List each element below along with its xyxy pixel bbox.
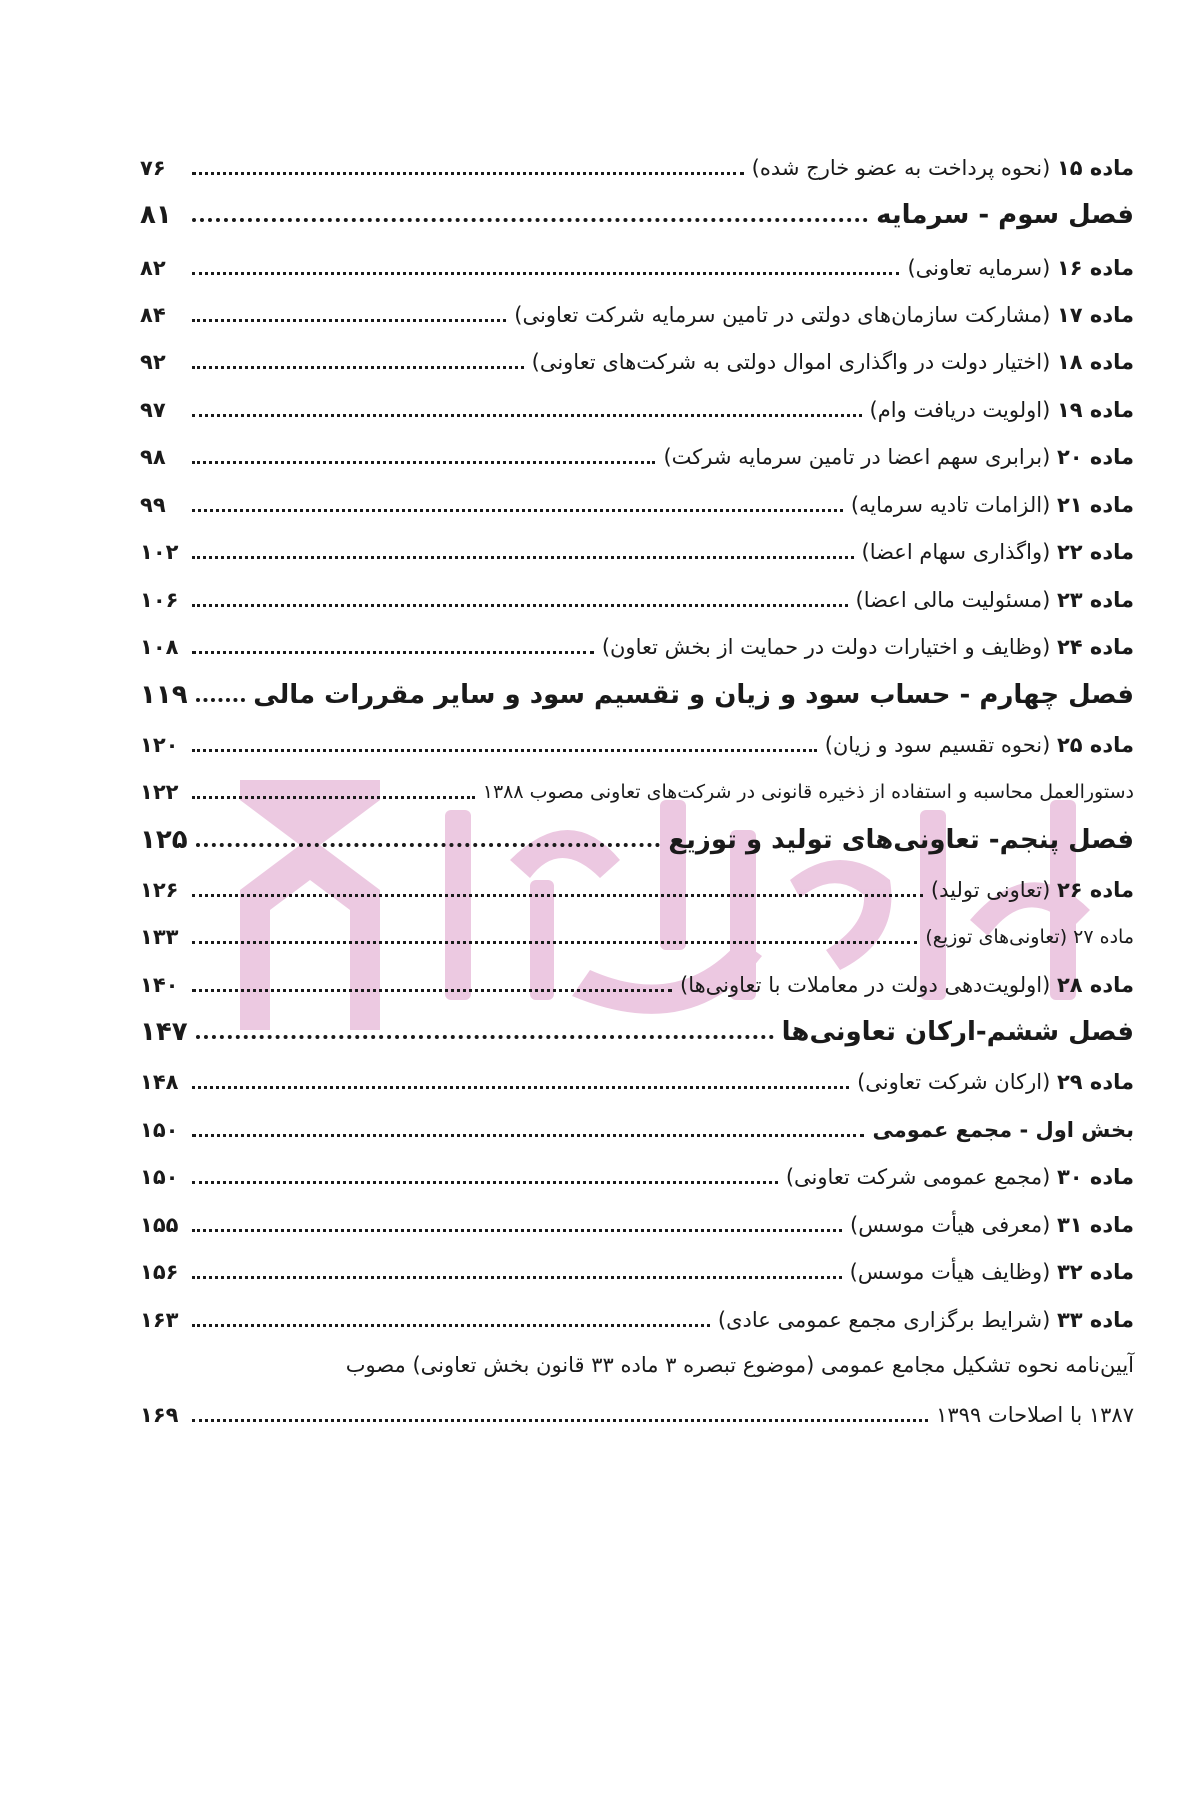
- page-number: ۱۵۰: [140, 1118, 179, 1142]
- toc-entry-label: ماده ۲۶ (تعاونی تولید): [930, 878, 1134, 902]
- toc-chapter[interactable]: [140, 670, 1134, 720]
- chapter-title: فصل پنجم- تعاونی‌های تولید و توزیع: [668, 825, 1134, 855]
- leader-dots: [192, 1181, 778, 1184]
- toc-entry-label: ماده ۲۰ (برابری سهم اعضا در تامین سرمایه شرکت): [663, 445, 1134, 469]
- leader-dots: [192, 941, 917, 944]
- toc-chapter[interactable]: [140, 815, 1134, 865]
- toc-entry-label: ماده ۲۸ (اولویت‌دهی دولت در معاملات با تعاونی‌ها): [680, 973, 1134, 997]
- page-number: ۱۲۵: [140, 825, 188, 855]
- toc-entry[interactable]: [140, 337, 1134, 387]
- toc-entry[interactable]: [140, 143, 1134, 193]
- toc-entry[interactable]: [140, 720, 1134, 770]
- toc-entry-multiline-second[interactable]: [140, 1392, 1134, 1438]
- toc-entry-label: آیین‌نامه نحوه تشکیل مجامع عمومی (موضوع تبصره ۳ ماده ۳۳ قانون بخش تعاونی) مصوب: [345, 1353, 1134, 1377]
- leader-dots: [192, 1229, 842, 1232]
- toc-entry[interactable]: [140, 527, 1134, 577]
- toc-chapter[interactable]: [140, 1007, 1134, 1057]
- toc-entry-label: ماده ۱۹ (اولویت دریافت وام): [869, 398, 1134, 422]
- toc-entry[interactable]: [140, 1152, 1134, 1202]
- toc-entry-label: ماده ۱۸ (اختیار دولت در واگذاری اموال دولتی به شرکت‌های تعاونی): [531, 350, 1134, 374]
- leader-dots: [192, 172, 744, 175]
- toc-entry-label: ماده ۱۶ (سرمایه تعاونی): [907, 256, 1134, 280]
- toc-entry-label: ماده ۲۹ (ارکان شرکت تعاونی): [857, 1070, 1134, 1094]
- leader-dots: [192, 272, 899, 275]
- leader-dots: [192, 218, 868, 222]
- toc-entry-label: ماده ۳۰ (مجمع عمومی شرکت تعاونی): [785, 1165, 1134, 1189]
- toc-entry-label: ماده ۲۱ (الزامات تادیه سرمایه): [850, 493, 1134, 517]
- toc-entry-label: ماده ۲۳ (مسئولیت مالی اعضا): [855, 588, 1134, 612]
- leader-dots: [192, 1134, 864, 1137]
- page-number: ۱۵۰: [140, 1165, 179, 1189]
- toc-entry[interactable]: [140, 1200, 1134, 1250]
- leader-dots: [196, 843, 661, 847]
- toc-entry[interactable]: [140, 960, 1134, 1010]
- leader-dots: [192, 989, 672, 992]
- leader-dots: [192, 1086, 849, 1089]
- page-number: ۱۰۸: [140, 635, 179, 659]
- page-number: ۸۱: [140, 200, 172, 230]
- chapter-title: فصل سوم - سرمایه: [876, 200, 1134, 230]
- toc-chapter[interactable]: [140, 190, 1134, 240]
- page-number: ۱۵۶: [140, 1260, 179, 1284]
- page-number: ۷۶: [140, 156, 166, 180]
- leader-dots: [192, 509, 843, 512]
- leader-dots: [192, 1419, 928, 1422]
- section-title: بخش اول - مجمع عمومی: [872, 1118, 1134, 1142]
- page-number: ۱۰۲: [140, 540, 179, 564]
- leader-dots: [196, 698, 246, 702]
- toc-section[interactable]: [140, 1105, 1134, 1155]
- toc-entry[interactable]: [140, 1247, 1134, 1297]
- page-number: ۱۲۰: [140, 733, 179, 757]
- toc-entry-label: ماده ۲۷ (تعاونی‌های توزیع): [925, 926, 1134, 948]
- page-number: ۱۴۰: [140, 973, 179, 997]
- leader-dots: [192, 749, 817, 752]
- toc-entry[interactable]: [140, 243, 1134, 293]
- toc-entry[interactable]: [140, 575, 1134, 625]
- toc-entry[interactable]: [140, 622, 1134, 672]
- leader-dots: [192, 796, 475, 799]
- page-number: ۹۹: [140, 493, 166, 517]
- toc-entry-label: ماده ۲۲ (واگذاری سهام اعضا): [861, 540, 1134, 564]
- leader-dots: [192, 1276, 842, 1279]
- toc-entry-label: ماده ۲۵ (نحوه تقسیم سود و زیان): [824, 733, 1134, 757]
- leader-dots: [192, 604, 848, 607]
- page-number: ۹۷: [140, 398, 166, 422]
- page-number: ۱۳۳: [140, 925, 179, 949]
- leader-dots: [192, 894, 923, 897]
- toc-entry-multiline-first[interactable]: [140, 1342, 1134, 1388]
- leader-dots: [192, 461, 655, 464]
- toc-entry[interactable]: [140, 912, 1134, 962]
- toc-entry[interactable]: [140, 480, 1134, 530]
- leader-dots: [196, 1035, 774, 1039]
- leader-dots: [192, 556, 854, 559]
- page-number: ۱۴۷: [140, 1017, 188, 1047]
- toc-entry-label: ماده ۳۲ (وظایف هیأت موسس): [849, 1260, 1134, 1284]
- leader-dots: [192, 651, 594, 654]
- page-number: ۱۲۲: [140, 780, 179, 804]
- toc-entry-label: ماده ۲۴ (وظایف و اختیارات دولت در حمایت از بخش تعاون): [601, 635, 1134, 659]
- leader-dots: [192, 414, 862, 417]
- leader-dots: [192, 366, 524, 369]
- chapter-title: فصل چهارم - حساب سود و زیان و تقسیم سود و سایر مقررات مالی: [253, 680, 1134, 710]
- page-number: ۱۶۳: [140, 1308, 179, 1332]
- page-number: ۱۱۹: [140, 680, 188, 710]
- toc-entry-label: ماده ۱۵ (نحوه پرداخت به عضو خارج شده): [751, 156, 1134, 180]
- toc-entry[interactable]: [140, 767, 1134, 817]
- page-number: ۱۰۶: [140, 588, 179, 612]
- toc-entry-label: ماده ۳۳ (شرایط برگزاری مجمع عمومی عادی): [717, 1308, 1134, 1332]
- page-number: ۱۴۸: [140, 1070, 179, 1094]
- page-number: ۸۴: [140, 303, 166, 327]
- toc-entry[interactable]: [140, 1295, 1134, 1345]
- page-number: ۸۲: [140, 256, 166, 280]
- toc-entry[interactable]: [140, 865, 1134, 915]
- toc-entry-label: ۱۳۸۷ با اصلاحات ۱۳۹۹: [936, 1403, 1134, 1427]
- toc-entry[interactable]: [140, 1057, 1134, 1107]
- page-number: ۱۲۶: [140, 878, 179, 902]
- page-number: ۱۶۹: [140, 1403, 179, 1427]
- toc-entry-label: ماده ۳۱ (معرفی هیأت موسس): [850, 1213, 1134, 1237]
- toc-entry-label: دستورالعمل محاسبه و استفاده از ذخیره قانونی در شرکت‌های تعاونی مصوب ۱۳۸۸: [482, 781, 1134, 803]
- page-number: ۹۲: [140, 350, 166, 374]
- page-number: ۹۸: [140, 445, 166, 469]
- leader-dots: [192, 319, 506, 322]
- toc-entry-label: ماده ۱۷ (مشارکت سازمان‌های دولتی در تامین سرمایه شرکت تعاونی): [514, 303, 1134, 327]
- toc-entry[interactable]: [140, 432, 1134, 482]
- page-number: ۱۵۵: [140, 1213, 179, 1237]
- toc-entry[interactable]: [140, 385, 1134, 435]
- toc-entry[interactable]: [140, 290, 1134, 340]
- chapter-title: فصل ششم-ارکان تعاونی‌ها: [781, 1017, 1134, 1047]
- leader-dots: [192, 1324, 710, 1327]
